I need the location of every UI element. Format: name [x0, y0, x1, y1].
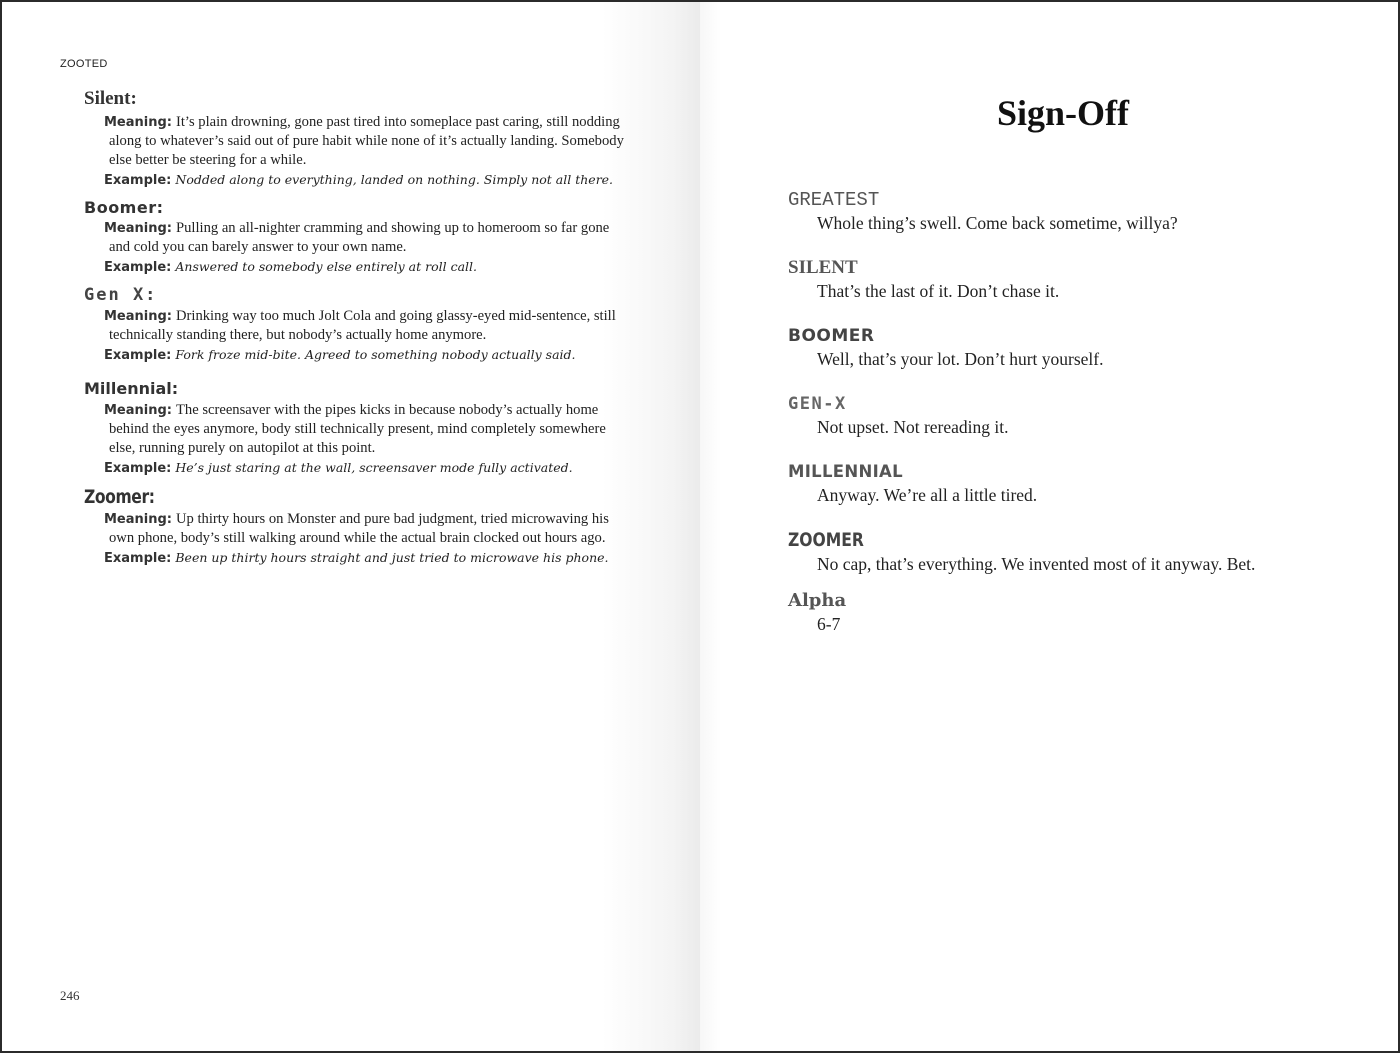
entry-boomer	[84, 198, 624, 277]
meaning-line	[84, 401, 624, 458]
signoff-text: 6-7	[817, 614, 841, 634]
example-line	[84, 257, 624, 277]
signoff-generation: SILENT	[788, 257, 858, 278]
generation-heading: Boomer:	[84, 197, 164, 217]
signoff-generation: MILLENNIAL	[788, 462, 903, 481]
meaning-text: It’s plain drowning, gone past tired into someplace past caring, still nodding along to whatever’s said out of pure habit while none of it’s actually landing. Somebody else better be steering for a while.	[109, 113, 624, 168]
entry-gen-x	[84, 285, 624, 365]
example-label: Example:	[104, 259, 172, 275]
signoff-boomer	[788, 324, 1368, 370]
signoff-generation: Alpha	[788, 590, 847, 611]
meaning-text: Drinking way too much Jolt Cola and going glassy-eyed mid-sentence, still technically standing there, but nobody’s actually home anymore.	[109, 308, 616, 344]
signoff-list	[788, 188, 1368, 657]
generation-heading-wrap	[84, 486, 624, 509]
signoff-generation: GREATEST	[788, 189, 880, 211]
meaning-label: Meaning:	[104, 512, 172, 528]
meaning-line	[84, 510, 624, 548]
meaning-text: Pulling an all-nighter cramming and showing up to homeroom so far gone and cold you can barely answer to your own name.	[109, 219, 610, 255]
chapter-title: Sign-Off	[996, 93, 1129, 133]
signoff-zoomer	[788, 528, 1368, 575]
signoff-generation: ZOOMER	[788, 529, 864, 551]
signoff-greatest	[788, 188, 1368, 234]
signoff-text: Not upset. Not rereading it.	[817, 417, 1009, 437]
example-text: He’s just staring at the wall, screensaver mode fully activated.	[175, 459, 573, 475]
signoff-gen-x	[788, 392, 1368, 438]
left-page	[2, 2, 700, 1051]
signoff-text: No cap, that’s everything. We invented most of it anyway. Bet.	[817, 554, 1256, 574]
example-line	[84, 458, 624, 478]
generation-heading: Gen X:	[84, 284, 158, 305]
example-text: Been up thirty hours straight and just tried to microwave his phone.	[175, 550, 609, 566]
signoff-alpha	[788, 589, 1368, 635]
meaning-label: Meaning:	[104, 402, 172, 418]
signoff-generation: GEN-X	[788, 394, 847, 414]
example-line	[84, 548, 624, 568]
generation-heading: Millennial:	[84, 379, 179, 399]
meaning-label: Meaning:	[104, 309, 172, 325]
generation-heading: Zoomer:	[84, 485, 155, 508]
entry-millennial	[84, 379, 624, 477]
meaning-line	[84, 219, 624, 257]
meaning-text: The screensaver with the pipes kicks in because nobody’s actually home behind the eyes anymore, body still technically present, mind completely somewhere else, running purely on autopilot at this point.	[109, 401, 606, 456]
example-line	[84, 345, 624, 365]
signoff-text: That’s the last of it. Don’t chase it.	[817, 281, 1060, 301]
signoff-text: Anyway. We’re all a little tired.	[817, 485, 1038, 505]
example-label: Example:	[104, 348, 172, 364]
meaning-label: Meaning:	[104, 114, 172, 130]
signoff-text: Well, that’s your lot. Don’t hurt yourself.	[817, 349, 1104, 369]
example-text: Nodded along to everything, landed on nothing. Simply not all there.	[175, 171, 614, 187]
example-label: Example:	[104, 551, 172, 567]
meaning-line	[84, 113, 624, 170]
slang-entries	[84, 88, 624, 576]
meaning-label: Meaning:	[104, 220, 172, 236]
signoff-generation: BOOMER	[788, 326, 875, 346]
entry-silent	[84, 88, 624, 190]
signoff-generation-wrap	[788, 528, 1368, 553]
example-text: Answered to somebody else entirely at roll call.	[175, 258, 477, 274]
page-number: 246	[60, 988, 80, 1003]
signoff-text: Whole thing’s swell. Come back sometime, willya?	[817, 213, 1178, 233]
meaning-line	[84, 307, 624, 345]
signoff-silent	[788, 256, 1368, 302]
example-text: Fork froze mid-bite. Agreed to something nobody actually said.	[175, 347, 576, 363]
signoff-millennial	[788, 460, 1368, 506]
entry-zoomer	[84, 486, 624, 569]
running-head: ZOOTED	[60, 58, 108, 70]
right-page	[700, 2, 1398, 1051]
meaning-text: Up thirty hours on Monster and pure bad judgment, tried microwaving his own phone, body’s still walking around while the actual brain clocked out hours ago.	[109, 511, 609, 547]
example-label: Example:	[104, 460, 172, 476]
example-label: Example:	[104, 172, 172, 188]
example-line	[84, 170, 624, 190]
generation-heading: Silent:	[84, 88, 137, 109]
